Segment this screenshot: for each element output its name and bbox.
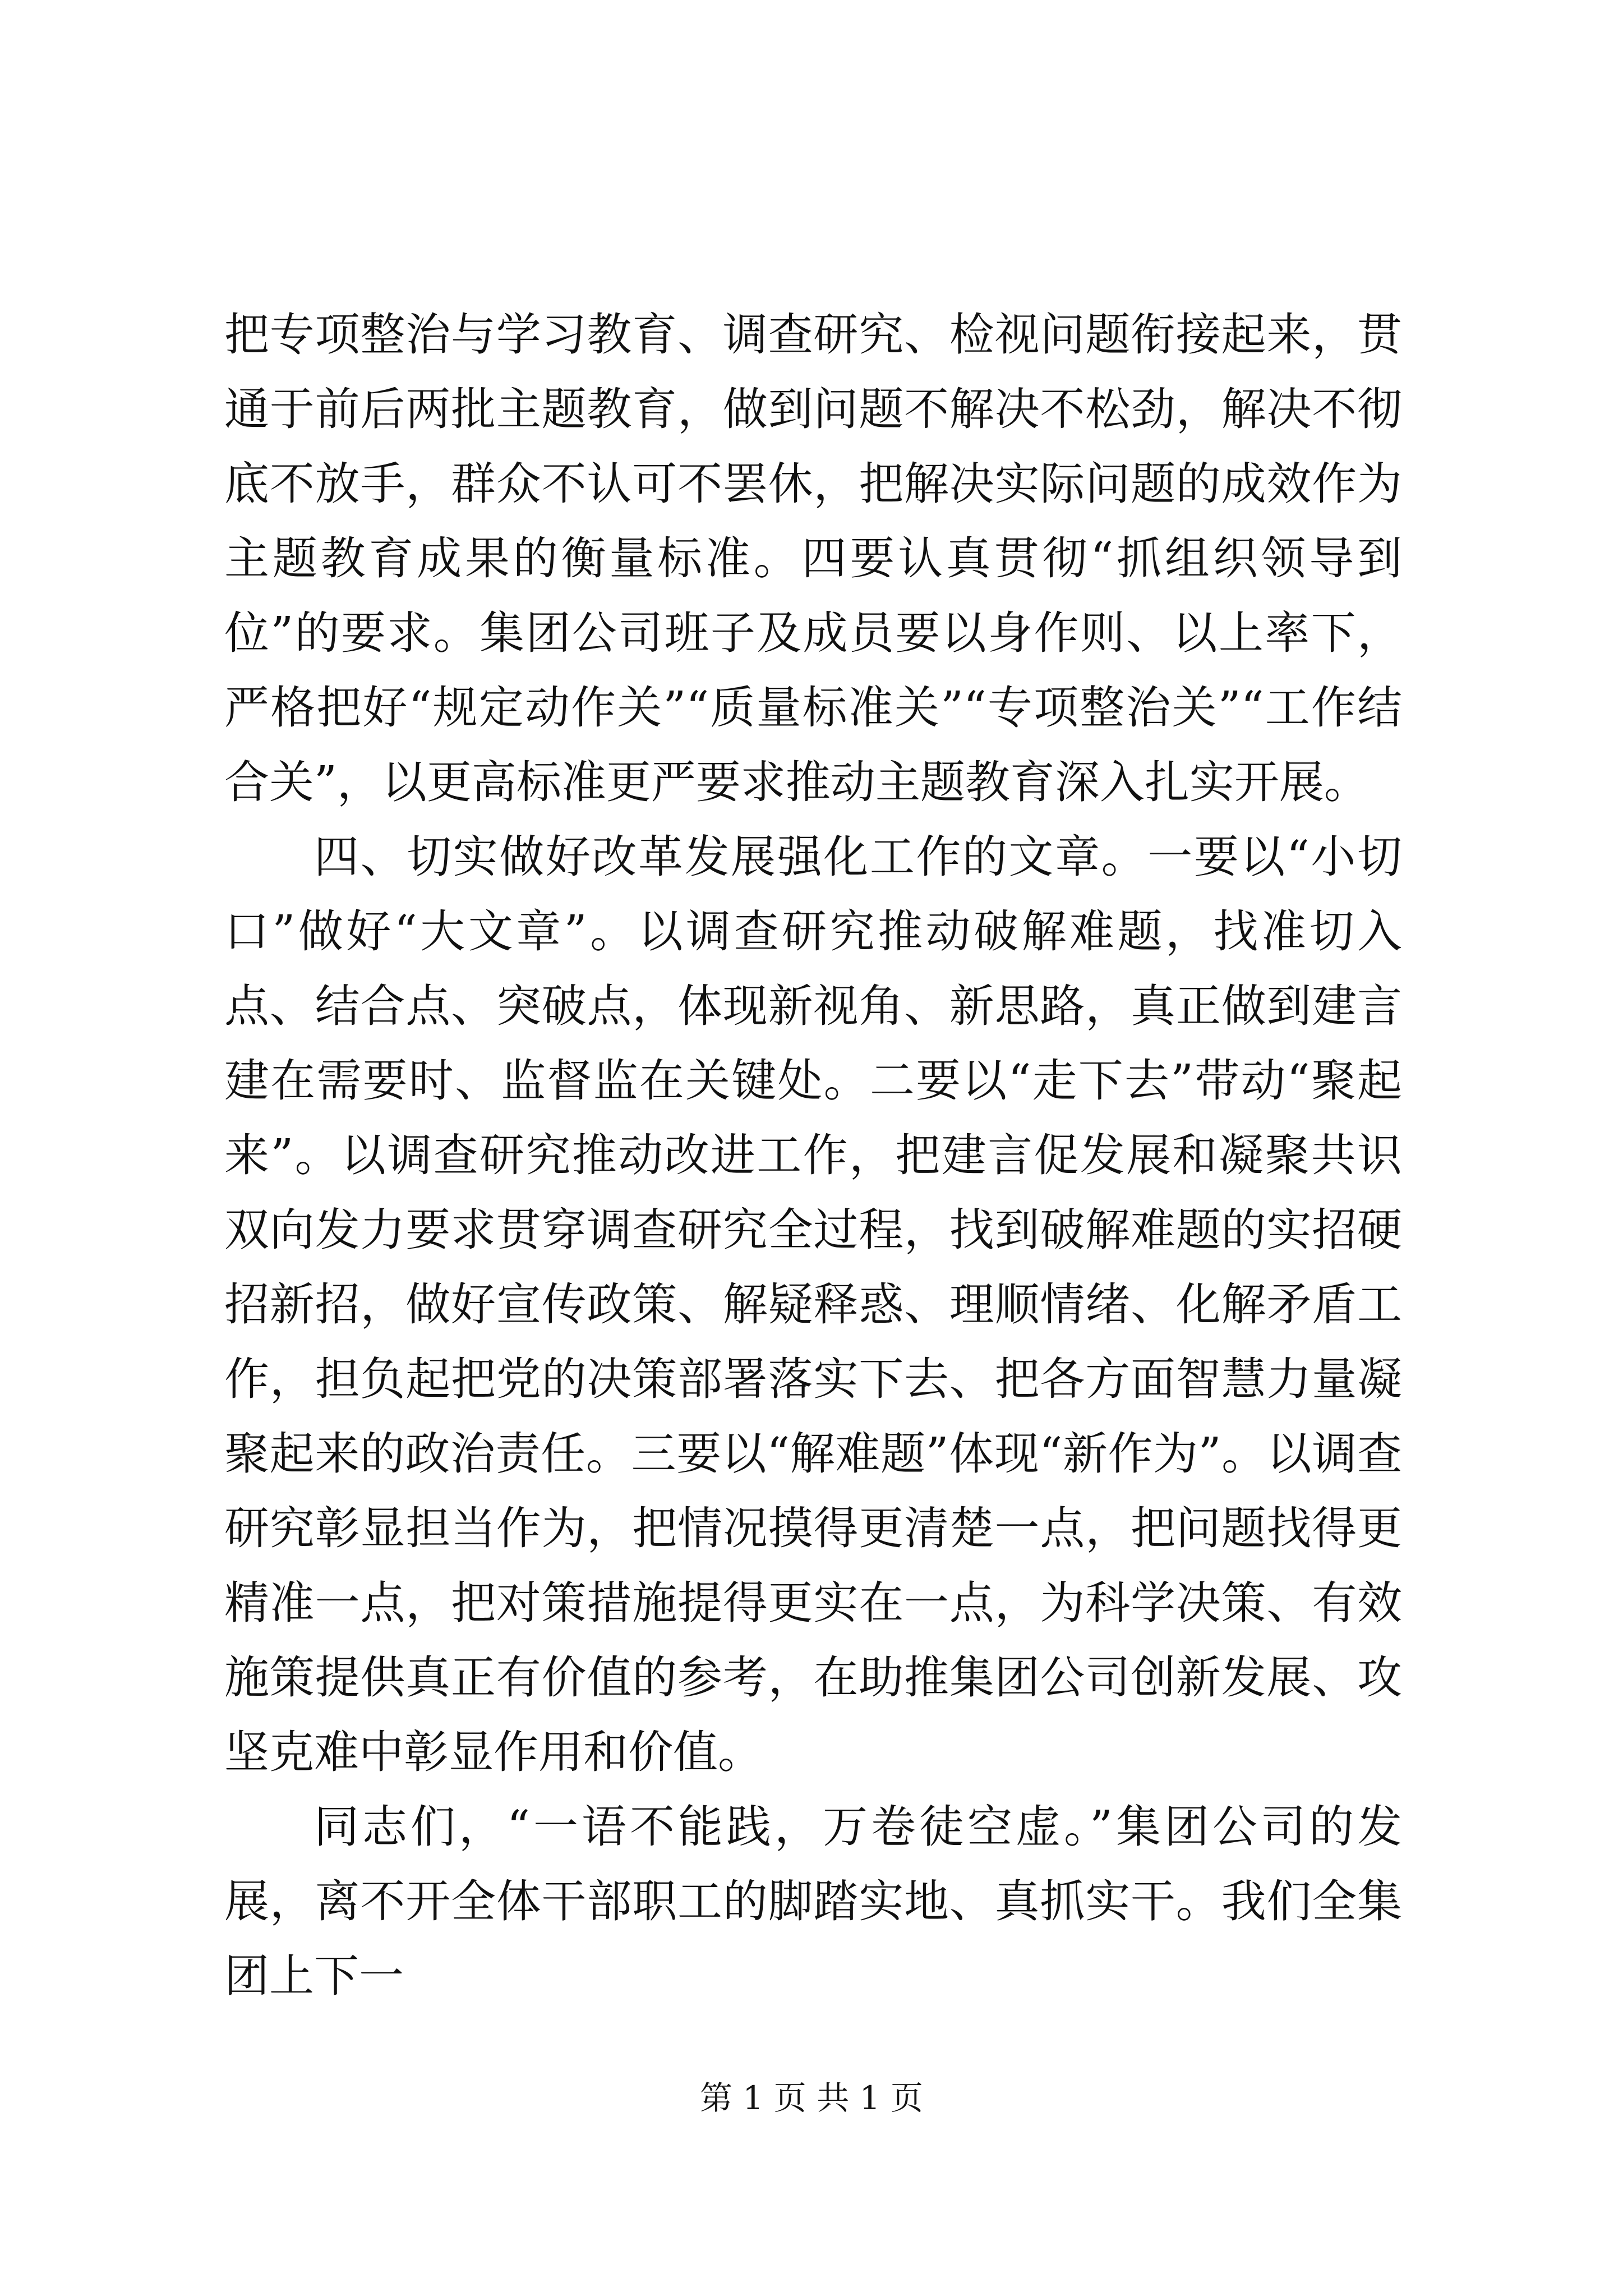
- paragraph-1: 把专项整治与学习教育、调查研究、检视问题衔接起来，贯通于前后两批主题教育，做到问题不解决不松劲，解决不彻底不放手，群众不认可不罢休，把解决实际问题的成效作为主题教育成果的衡量标准。四要认真贯彻“抓组织领导到位”的要求。集团公司班子及成员要以身作则、以上率下，严格把好“规定动作关”“质量标准关”“专项整治关”“工作结合关”，以更高标准更严要求推动主题教育深入扎实开展。: [224, 309, 1402, 808]
- page-footer: 第 1 页 共 1 页: [700, 2079, 923, 2117]
- body-text: [224, 297, 1402, 2013]
- paragraph-3: 同志们，“一语不能践，万卷徒空虚。”集团公司的发展，离不开全体干部职工的脚踏实地、真抓实干。我们全集团上下一: [224, 1801, 1402, 2002]
- paragraph-2: 四、切实做好改革发展强化工作的文章。一要以“小切口”做好“大文章”。以调查研究推动破解难题，找准切入点、结合点、突破点，体现新视角、新思路，真正做到建言建在需要时、监督监在关键处。二要以“走下去”带动“聚起来”。以调查研究推动改进工作，把建言促发展和凝聚共识双向发力要求贯穿调查研究全过程，找到破解难题的实招硬招新招，做好宣传政策、解疑释惑、理顺情绪、化解矛盾工作，担负起把党的决策部署落实下去、把各方面智慧力量凝聚起来的政治责任。三要以“解难题”体现“新作为”。以调查研究彰显担当作为，把情况摸得更清楚一点，把问题找得更精准一点，把对策措施提得更实在一点，为科学决策、有效施策提供真正有价值的参考，在助推集团公司创新发展、攻坚克难中彰显作用和价值。: [224, 831, 1402, 1778]
